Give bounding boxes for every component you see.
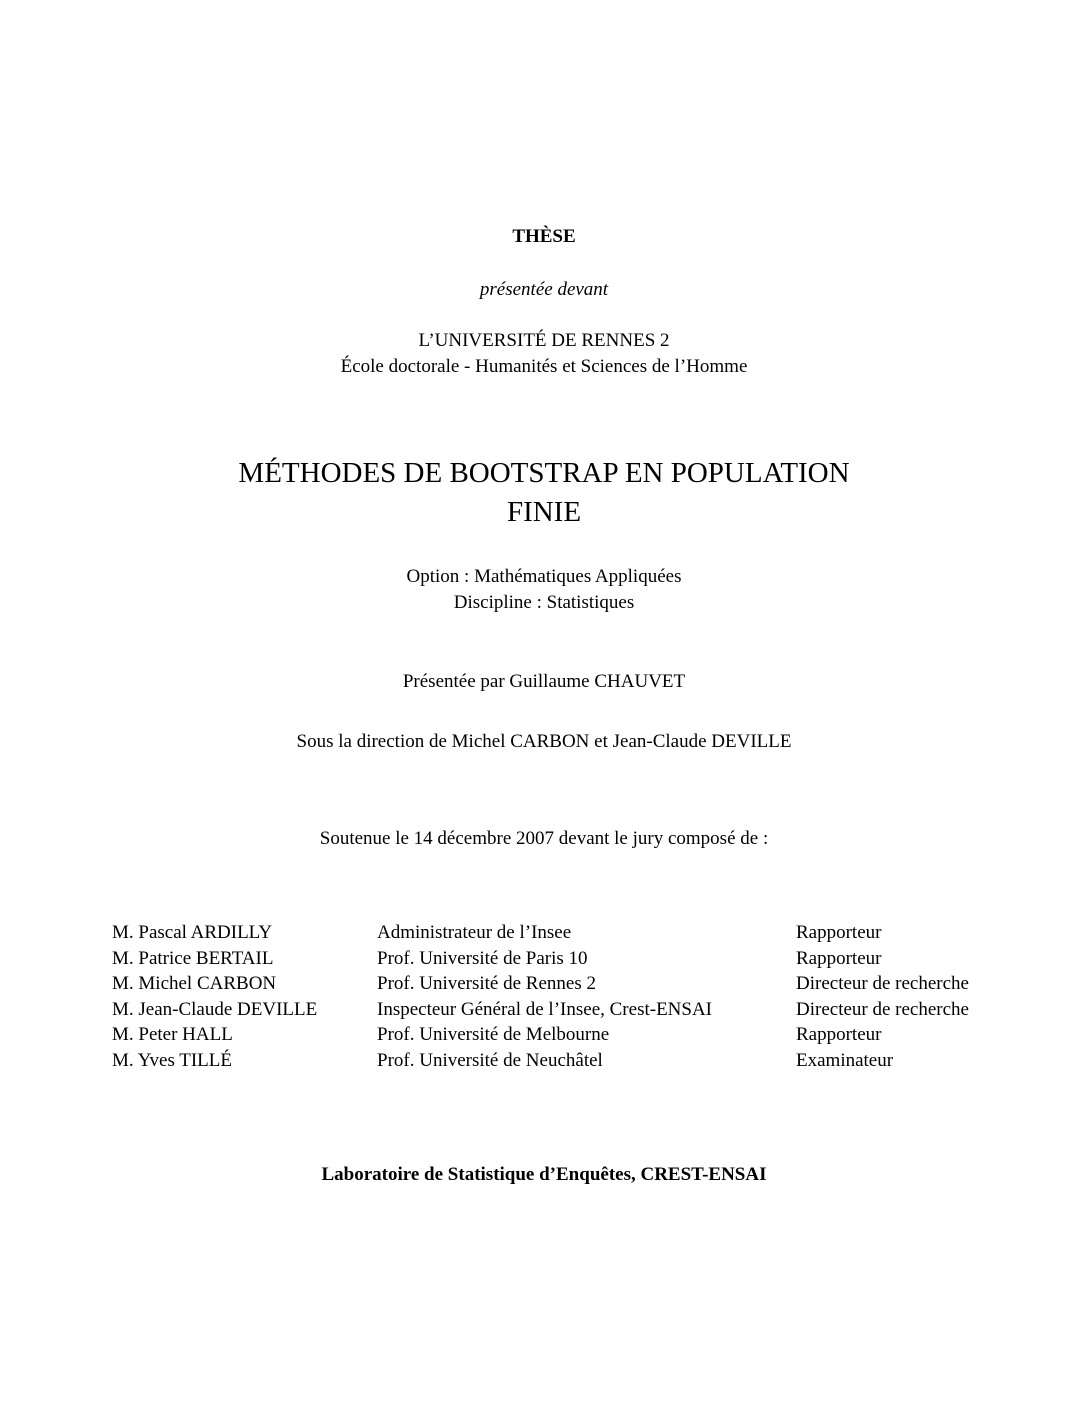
jury-affiliation: Prof. Université de Paris 10 <box>377 947 588 969</box>
jury-role: Rapporteur <box>796 947 882 969</box>
defense-line: Soutenue le 14 décembre 2007 devant le jury composé de : <box>319 828 769 849</box>
jury-name: M. Michel CARBON <box>112 973 277 995</box>
jury-role: Directeur de recherche <box>796 973 969 995</box>
doctoral-school: École doctorale - Humanités et Sciences de l’Homme <box>340 356 748 377</box>
jury-name: M. Jean-Claude DEVILLE <box>112 998 318 1020</box>
jury-affiliation: Prof. Université de Rennes 2 <box>377 973 596 995</box>
jury-affiliation: Prof. Université de Melbourne <box>377 1024 610 1046</box>
thesis-title-line-1: MÉTHODES DE BOOTSTRAP EN POPULATION <box>238 457 850 489</box>
jury-name: M. Pascal ARDILLY <box>112 922 273 943</box>
jury-affiliation: Inspecteur Général de l’Insee, Crest-ENSAI <box>377 998 713 1020</box>
jury-role: Examinateur <box>796 1049 894 1071</box>
discipline-line: Discipline : Statistiques <box>453 592 635 613</box>
thesis-title-line-2: FINIE <box>506 496 582 528</box>
jury-name: M. Yves TILLÉ <box>112 1049 232 1071</box>
author-line: Présentée par Guillaume CHAUVET <box>402 671 686 692</box>
jury-role: Rapporteur <box>796 922 882 943</box>
jury-affiliation: Prof. Université de Neuchâtel <box>377 1049 603 1071</box>
thesis-label: THÈSE <box>512 226 576 247</box>
university-name: L’UNIVERSITÉ DE RENNES 2 <box>418 330 670 351</box>
jury-role: Directeur de recherche <box>796 998 969 1020</box>
jury-name: M. Peter HALL <box>112 1024 233 1046</box>
presented-before: présentée devant <box>479 279 609 300</box>
laboratory-line: Laboratoire de Statistique d’Enquêtes, CREST-ENSAI <box>321 1164 767 1185</box>
jury-role: Rapporteur <box>796 1024 882 1046</box>
supervision-line: Sous la direction de Michel CARBON et Jean-Claude DEVILLE <box>296 731 792 752</box>
option-line: Option : Mathématiques Appliquées <box>406 566 682 587</box>
jury-affiliation: Administrateur de l’Insee <box>377 922 572 943</box>
jury-name: M. Patrice BERTAIL <box>112 947 274 969</box>
